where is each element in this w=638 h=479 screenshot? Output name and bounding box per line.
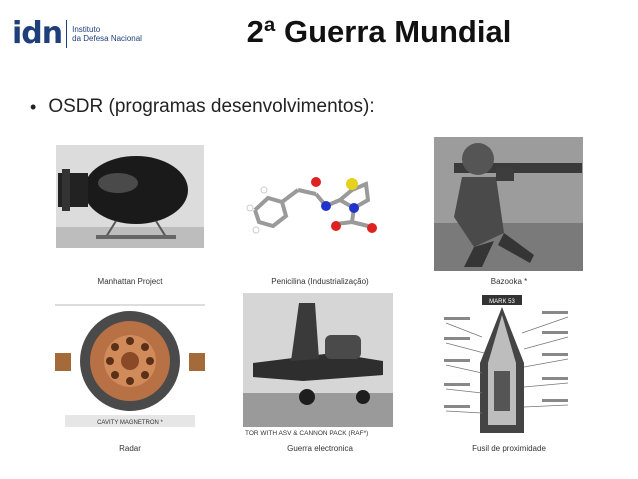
bullet-text: OSDR (programas desenvolvimentos): <box>48 96 375 117</box>
logo-mark: idn <box>12 16 63 51</box>
manhattan-project-image <box>56 145 204 248</box>
bazooka-image <box>434 137 583 271</box>
bullet-item <box>30 96 375 118</box>
caption-electronic-warfare: Guerra electronica <box>287 444 353 453</box>
proximity-fuze-image <box>442 293 572 438</box>
caption-bazooka: Bazooka * <box>490 277 528 286</box>
caption-radar: Radar <box>119 444 141 453</box>
radar-inner-label: CAVITY MAGNETRON * <box>97 420 163 426</box>
caption-penicillin: Penicilina (Industrialização) <box>271 277 369 286</box>
penicillin-molecule-image <box>240 160 390 238</box>
fuze-inner-label: MARK 53 <box>489 299 515 305</box>
bullet-dot: • <box>30 96 37 117</box>
slide-title: 2ª Guerra Mundial <box>246 14 512 49</box>
logo-line1: Instituto <box>72 24 101 34</box>
radar-magnetron-image <box>55 303 205 429</box>
logo-line2: da Defesa Nacional <box>72 34 142 43</box>
aircraft-inner-label: TOR WITH ASV & CANNON PACK (RAF*) <box>245 430 369 437</box>
caption-manhattan: Manhattan Project <box>97 277 163 286</box>
electronic-warfare-aircraft-image <box>243 293 393 438</box>
caption-proximity-fuze: Fusil de proximidade <box>472 444 546 453</box>
